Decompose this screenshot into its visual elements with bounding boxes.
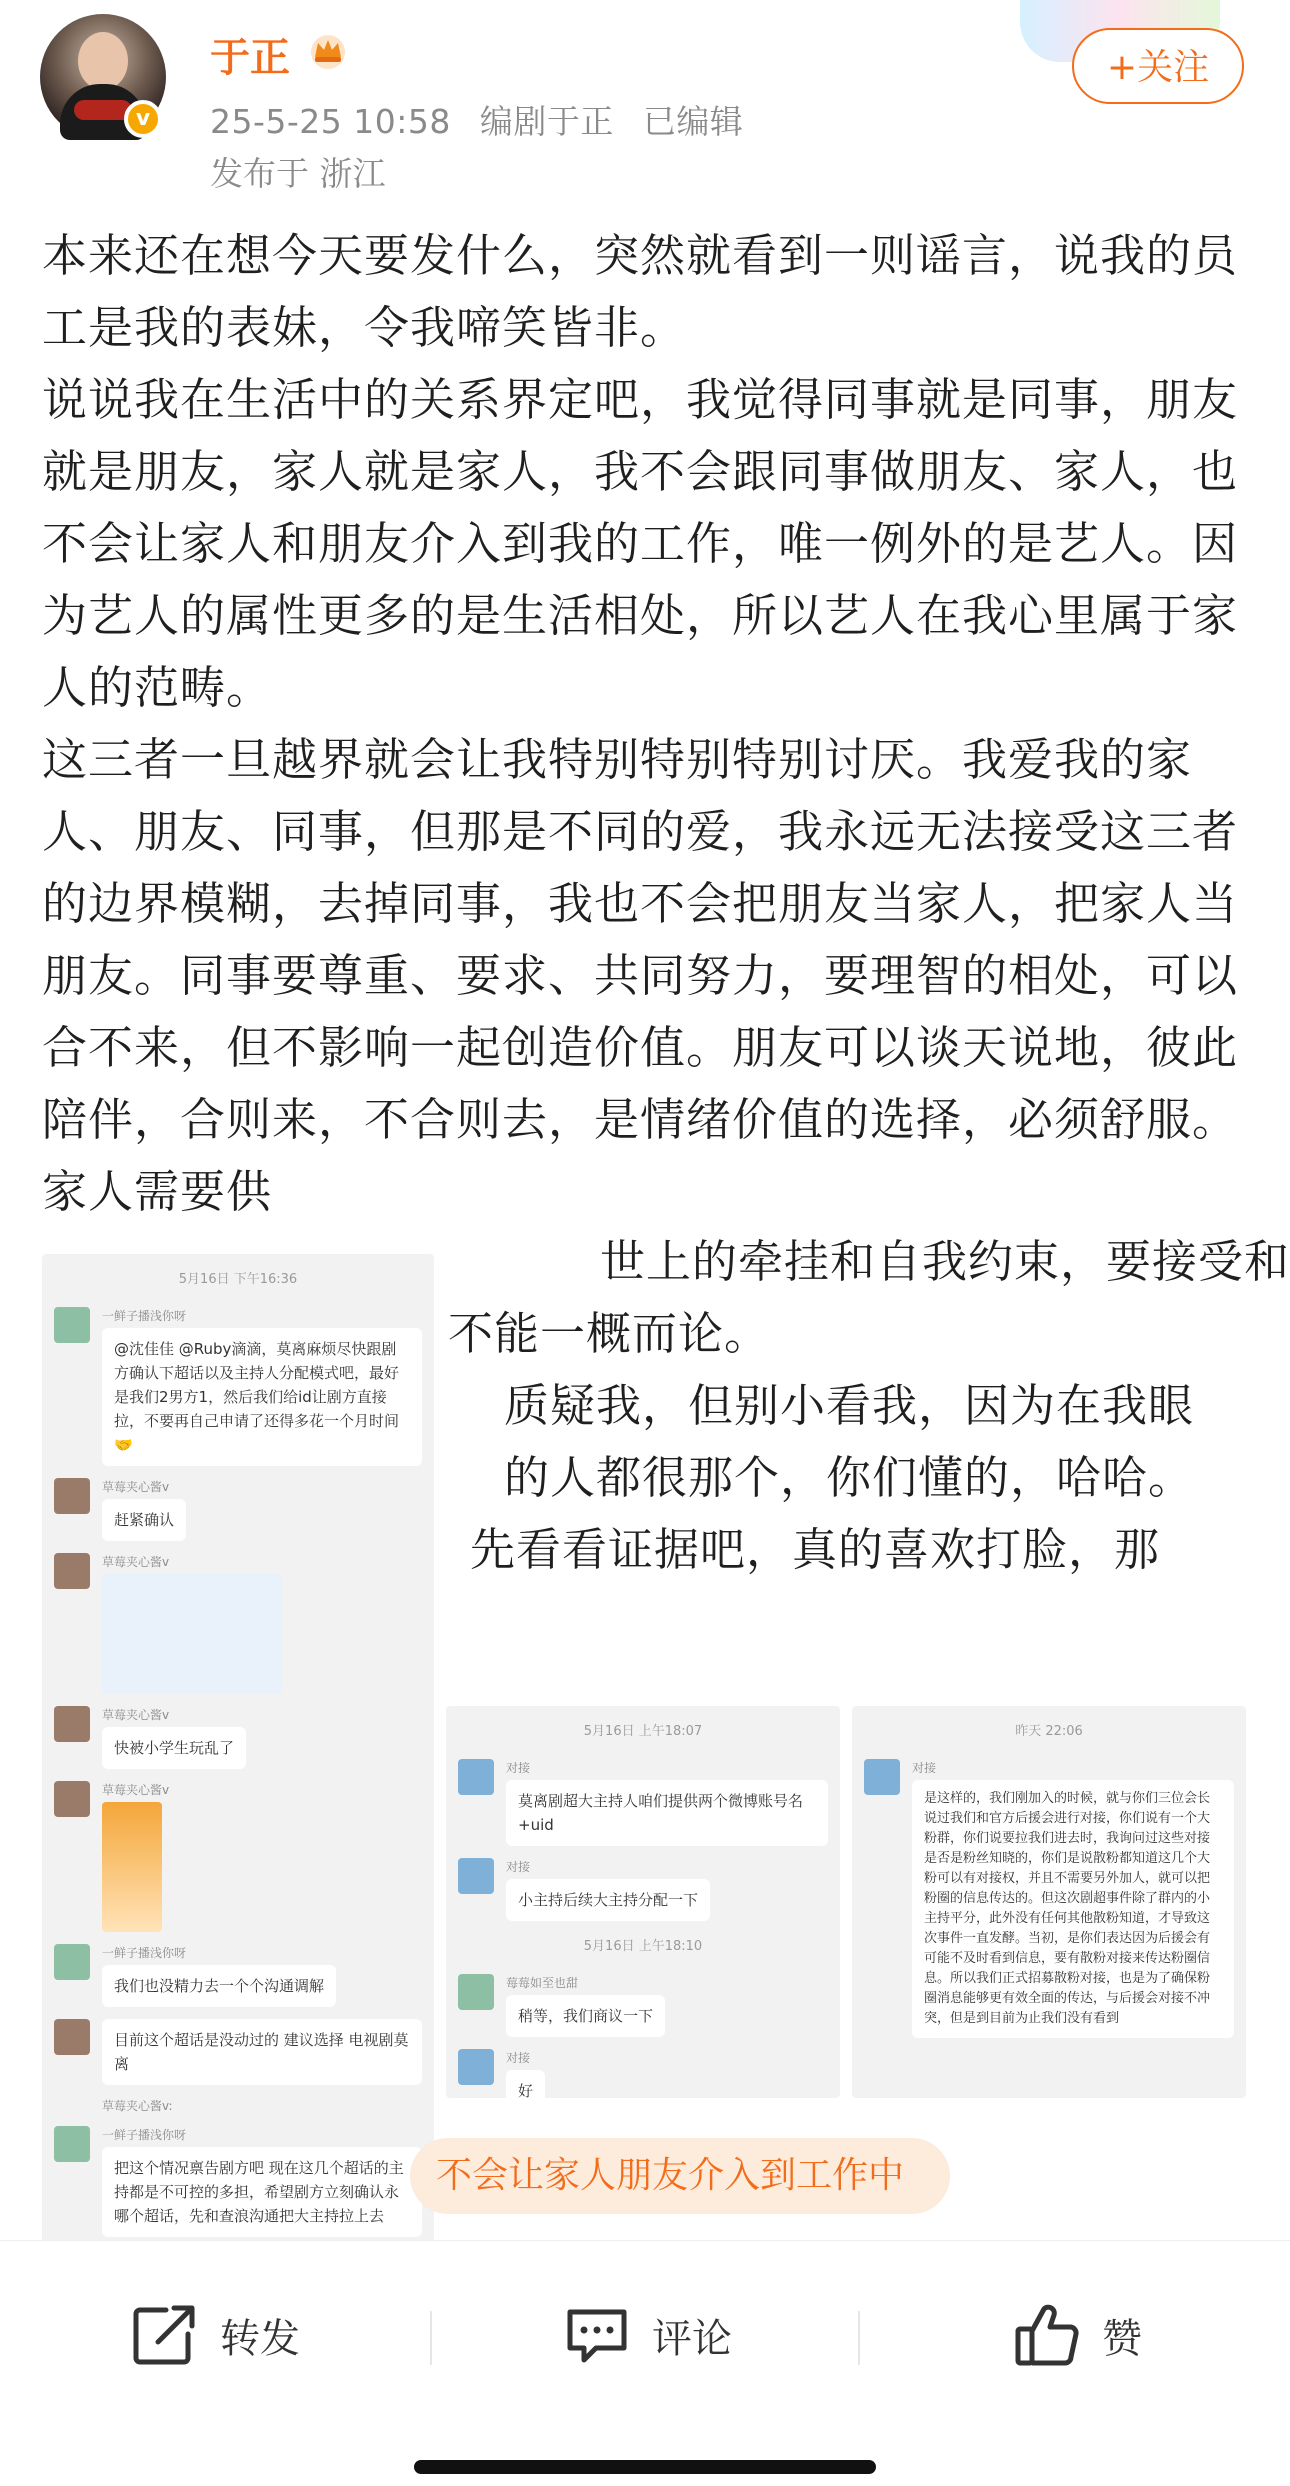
chat-bubble: 莫离剧超大主持人咱们提供两个微博账号名 +uid: [506, 1780, 828, 1846]
username[interactable]: 于正: [210, 35, 290, 81]
post-paragraph-2: 说说我在生活中的关系界定吧，我觉得同事就是同事，朋友就是朋友，家人就是家人，我不会跟同事做朋友、家人，也不会让家人和朋友介入到我的工作，唯一例外的是艺人。因为艺人的属性更多的是生活相处，所以艺人在我心里属于家人的范畴。: [42, 373, 1239, 714]
verified-badge-icon: v: [124, 100, 162, 138]
chat-message: [102, 2126, 424, 2237]
chat-bubble: 是这样的，我们刚加入的时候，就与你们三位会长说过我们和官方后援会进行对接，你们说有一个大粉群，你们说要拉我们进去时，我询问过这些对接是否是粉丝知晓的，你们是说散粉都知道这几个大粉可以有对接权，并且不需要另外加人，就可以把粉圈的信息传达的。但这次剧超事件除了群内的小主持平分，此外没有任何其他散粉知道，才导致这次事件一直发酵。当初，是你们表达因为后援会有可能不及时看到信息，要有散粉对接来传达粉圈信息。所以我们正式招募散粉对接，也是为了确保粉圈消息能够更有效全面的传达，与后援会对接不冲突，但是到目前为止我们没有看到: [912, 1780, 1234, 2038]
comment-button[interactable]: [564, 2305, 732, 2365]
chat-timestamp: 5月16日 下午16:36: [178, 1272, 298, 1287]
chat-sender: 草莓夹心酱v: [102, 1480, 170, 1494]
chat-message: [102, 2019, 424, 2085]
chat-sender: 草莓夹心酱v:: [102, 2099, 173, 2113]
post-meta: [210, 96, 761, 143]
chat-message: [912, 1759, 1236, 2038]
chat-bubble: 目前这个超话是没动过的 建议选择 电视剧莫离: [102, 2019, 422, 2085]
chat-sender: 草莓夹心酱v: [102, 1708, 170, 1722]
comment-label: 评论: [652, 2315, 732, 2362]
chat-avatar: [458, 1759, 494, 1795]
chat-sender: 对接: [506, 1860, 531, 1874]
crown-icon: [308, 30, 348, 70]
comment-icon: [564, 2304, 630, 2366]
avatar-face: [78, 32, 128, 90]
chat-message: [506, 1759, 830, 1846]
chat-bubble: 赶紧确认: [102, 1499, 186, 1541]
like-label: 赞: [1102, 2315, 1142, 2362]
repost-label: 转发: [220, 2315, 300, 2362]
chat-sender: 对接: [506, 2051, 531, 2065]
post-source: 编剧于正: [479, 102, 614, 141]
chat-avatar: [54, 1944, 90, 1980]
chat-message: [102, 1944, 424, 2007]
chat-bubble: 好: [506, 2070, 545, 2112]
chat-avatar: [458, 2049, 494, 2085]
chat-sender: 一鲜子播浅你呀: [102, 2128, 187, 2142]
post-line-fragment: 不能一概而论。: [448, 1307, 771, 1360]
chat-avatar: [54, 2019, 90, 2055]
chat-message: [102, 1478, 424, 1541]
post-line-fragment: 世上的牵挂和自我约束，要接受和: [600, 1235, 1290, 1288]
chat-avatar: [54, 1553, 90, 1589]
chat-bubble: 稍等，我们商议一下: [506, 1995, 665, 2037]
chat-timestamp: 5月16日 上午18:07: [583, 1724, 703, 1739]
chat-avatar: [54, 1706, 90, 1742]
chat-message: [506, 2049, 830, 2112]
thumbs-up-icon: [1014, 2303, 1080, 2367]
chat-avatar: [458, 1974, 494, 2010]
action-bar: [0, 2240, 1290, 2411]
chat-timestamp: 5月16日 上午18:10: [583, 1939, 703, 1954]
post-paragraph-1: 本来还在想今天要发什么，突然就看到一则谣言，说我的员工是我的表妹，令我啼笑皆非。: [42, 229, 1239, 354]
chat-image-thumbnail[interactable]: [102, 1574, 282, 1694]
chat-message: [102, 1307, 424, 1466]
post-paragraph-3: 这三者一旦越界就会让我特别特别特别讨厌。我爱我的家人、朋友、同事，但那是不同的爱，我永远无法接受这三者的边界模糊，去掉同事，我也不会把朋友当家人，把家人当朋友。同事要尊重、要求、共同努力，要理智的相处，可以合不来，但不影响一起创造价值。朋友可以谈天说地，彼此陪伴，合则来，不合则去，是情绪价值的选择，必须舒服。家人需要供: [42, 733, 1239, 1218]
chat-message: [506, 1974, 830, 2037]
chat-screenshot-middle[interactable]: [446, 1706, 840, 2098]
chat-image-thumbnail[interactable]: [102, 1802, 162, 1932]
chat-bubble: 快被小学生玩乱了: [102, 1727, 246, 1769]
chat-bubble: 把这个情况禀告剧方吧 现在这几个超话的主持都是不可控的多担，希望剧方立刻确认永哪个超话，先和查浪沟通把大主持拉上去: [102, 2147, 422, 2237]
chat-message: [102, 1553, 424, 1694]
chat-bubble: 小主持后续大主持分配一下: [506, 1879, 710, 1921]
follow-button[interactable]: +关注: [1072, 28, 1244, 104]
share-icon: [132, 2304, 198, 2366]
home-indicator[interactable]: [414, 2460, 876, 2474]
topic-tag[interactable]: 不会让家人朋友介入到工作中: [410, 2138, 950, 2214]
chat-sender: 草莓夹心酱v: [102, 1783, 170, 1797]
chat-message: [506, 1858, 830, 1921]
chat-sender: 草莓夹心酱v: [102, 1555, 170, 1569]
chat-message: [102, 1706, 424, 1769]
post-line-fragment: 的人都很那个，你们懂的，哈哈。: [504, 1451, 1195, 1504]
chat-avatar: [864, 1759, 900, 1795]
chat-screenshot-right[interactable]: [852, 1706, 1246, 2098]
chat-message: [102, 1781, 424, 1932]
chat-sender: 对接: [506, 1761, 531, 1775]
like-button[interactable]: [1014, 2305, 1142, 2365]
action-divider: [430, 2311, 432, 2365]
edited-label[interactable]: 已编辑: [642, 102, 744, 141]
post-date: 25-5-25 10:58: [210, 102, 451, 141]
chat-sender: 一鲜子播浅你呀: [102, 1946, 187, 1960]
post-location: 发布于 浙江: [210, 154, 386, 193]
chat-avatar: [54, 1781, 90, 1817]
chat-avatar: [54, 1307, 90, 1343]
post-line-fragment: 先看看证据吧，真的喜欢打脸，那: [470, 1523, 1161, 1576]
post-content: [42, 220, 1252, 1228]
chat-bubble: @沈佳佳 @Ruby滴滴，莫离麻烦尽快跟剧方确认下超话以及主持人分配模式吧，最好是我们2男方1，然后我们给id让剧方直接拉，不要再自己申请了还得多花一个月时间🤝: [102, 1328, 422, 1466]
chat-sender: 莓莓如至也甜: [506, 1976, 579, 1990]
repost-button[interactable]: [132, 2305, 300, 2365]
chat-sender: 一鲜子播浅你呀: [102, 1309, 187, 1323]
chat-timestamp: 昨天 22:06: [1015, 1724, 1083, 1739]
chat-avatar: [54, 1478, 90, 1514]
chat-sender: 对接: [912, 1761, 937, 1775]
chat-bubble: 我们也没精力去一个个沟通调解: [102, 1965, 336, 2007]
chat-message: [102, 2097, 424, 2114]
chat-avatar: [458, 1858, 494, 1894]
chat-avatar: [54, 2126, 90, 2162]
post-line-fragment: 质疑我，但别小看我，因为在我眼: [504, 1379, 1195, 1432]
chat-screenshot-left[interactable]: [42, 1254, 434, 2244]
action-divider: [858, 2311, 860, 2365]
